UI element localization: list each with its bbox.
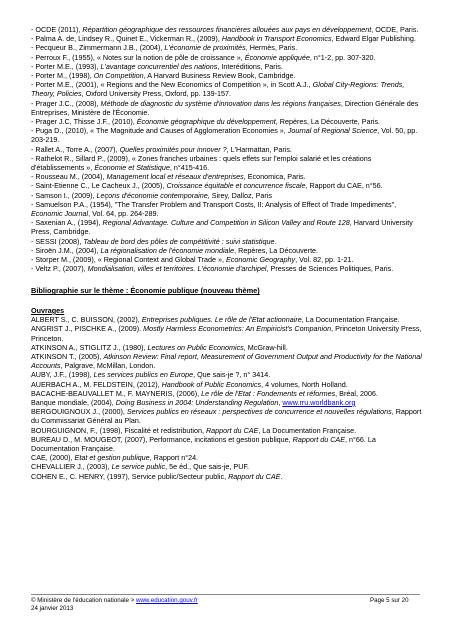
- reference-link[interactable]: www.rru.worldbank.org: [282, 397, 356, 407]
- reference-entry: BACACHE-BEAUVALLET M., F. MAYNERIS, (2006), Le rôle de l'Etat : Fondements et réformes, Bréal, 2006.: [31, 388, 378, 398]
- reference-entry: AUERBACH A., M. FELDSTEIN, (2012), Handbook of Public Economics, 4 volumes, North Holland.: [31, 379, 348, 389]
- reference-entry: ATKINSON A., STIGLITZ J., (1980), Lectures on Public Economics, McGraw-hill.: [31, 342, 288, 352]
- reference-entry: Banque mondiale, (2004), Doing Business in 2004: Understanding Regulation, www.rru.worldbank.org: [31, 397, 356, 407]
- footer-copyright: [31, 597, 198, 605]
- reference-entry: - Prager J.C., (2008), Méthode de diagnostic du système d'innovation dans les régions françaises, Direction Générale des Entreprises, Ministère de l'Économie.: [31, 98, 419, 117]
- reference-entry: - Rathelot R., Sillard P., (2009), « Zones franches urbaines : quels effets sur l'emploi salarié et les créations d'établissements », Économie et Statistique, n°415-416.: [31, 153, 372, 173]
- reference-entry: - Pecqueur B., Zimmermann J.B., (2004), L'économie de proximités, Hermès, Paris.: [31, 43, 298, 53]
- reference-entry: - Palma A. de, Lindsey R., Quinet E., Vickerman R., (2009), Handbook in Transport Economics, Edward Elgar Publishing.: [31, 34, 416, 44]
- reference-entry: - Porter M.E., (2001), « Regions and the New Economics of Competition », in Scott A.J., Global City-Regions: Trends, Theory, Policies, Oxford University Press, Oxford, pp. 139-157.: [31, 80, 405, 99]
- reference-entry: - Prager J.C, Thisse J.F., (2010), Économie géographique du développement, Repères, La Découverte, Paris.: [31, 117, 381, 127]
- reference-entry: - OCDE (2011), Répartition géographique des ressources financières allouées aux pays en développement, OCDE, Paris.: [31, 25, 419, 34]
- footer-date: 24 janvier 2013: [31, 605, 74, 612]
- reference-entry: - Saint-Etienne C., Le Cacheux J., (2005), Croissance équitable et concurrence fiscale, Rapport du CAE, n°56.: [31, 181, 383, 191]
- reference-entry: - Puga D., (2010), « The Magnitude and Causes of Agglomeration Economies », Journal of Regional Science, Vol. 50, pp. 203-219.: [31, 126, 418, 145]
- reference-entry: - Siroën J.M., (2004), La régionalisation de l'économie mondiale, Repères, La Découverte.: [31, 245, 319, 255]
- reference-entry: AUBY, J.F., (1998), Les services publics en Europe, Que sais-je ?, n° 3414.: [31, 370, 271, 380]
- reference-entry: - Rallet A., Torre A., (2007), Quelles proximités pour innover ?, L'Harmattan, Paris.: [31, 144, 292, 154]
- reference-entry: - Porter M.E., (1993), L'avantage concurrentiel des nations, Interéditions, Paris.: [31, 61, 283, 71]
- footer-page-number: Page 5 sur 20: [370, 597, 409, 604]
- reference-entry: COHEN E., C. HENRY, (1997), Service public/Secteur public, Rapport du CAE.: [31, 471, 283, 481]
- footer-divider: [31, 594, 420, 595]
- section-title: Bibliographie sur le thème : Économie publique (nouveau thème): [31, 286, 260, 296]
- reference-entry: ANGRIST J., PISCHKE A., (2009). Mostly Harmless Econometrics: An Empiricist's Companion, Princeton University Press, Princeton.: [31, 324, 422, 343]
- reference-entry: ALBERT S., C. BUISSON, (2002), Entreprises publiques. Le rôle de l'Etat actionnaire, La Documentation Française.: [31, 315, 400, 325]
- reference-entry: BERGOUIGNOUX J., (2000), Services publics en réseaux : perspectives de concurrence et nouvelles régulations, Rapport du Commissariat Général au Plan.: [31, 407, 422, 426]
- reference-entry: - Samson I., (2009), Leçons d'économie contemporaine, Sirey, Dalloz, Paris: [31, 190, 272, 200]
- reference-entry: CHEVALLIER J., (2003), Le service public, 5e éd., Que sais-je, PUF.: [31, 462, 249, 472]
- reference-entry: - Rousseau M., (2004), Management local et réseaux d'entreprises, Economica, Paris.: [31, 172, 306, 182]
- reference-entry: BOURGUIGNON, F., (1998), Fiscalité et redistribution, Rapport du CAE, La Documentation Française.: [31, 425, 357, 435]
- reference-entry: - Saxenian A., (1994), Regional Advantage. Culture and Competition in Silicon Valley and Route 128, Harvard University Press, Cambridge.: [31, 218, 413, 237]
- reference-entry: - Porter M., (1998), On Competition, A Harvard Business Review Book, Cambridge.: [31, 71, 296, 81]
- reference-entry: - Perroux F., (1955), « Notes sur la notion de pôle de croissance », Économie appliquée, n°1-2, pp. 307-320.: [31, 52, 376, 62]
- reference-entry: - Veltz P., (2007), Mondialisation, villes et territoires. L'économie d'archipel, Presses de Sciences Politiques, Paris.: [31, 264, 394, 274]
- reference-entry: CAE, (2000), Etat et gestion publique, Rapport n°24.: [31, 453, 199, 463]
- reference-entry: ATKINSON T., (2005), Atkinson Review: Final report, Measurement of Government Output and Productivity for the National Accounts, Palgrave, McMillan, London.: [31, 351, 422, 371]
- reference-entry: - SESSI (2008), Tableau de bord des pôles de compétitivité : suivi statistique.: [31, 236, 277, 246]
- subsection-title: Ouvrages: [31, 305, 65, 315]
- reference-entry: BUREAU D., M. MOUGEOT, (2007), Performance, incitations et gestion publique, Rapport du CAE, n°66. La Documentation Française.: [31, 434, 376, 453]
- footer-link[interactable]: www.education.gouv.fr: [135, 597, 198, 604]
- reference-entry: - Storper M., (2009), « Regional Context and Global Trade », Economic Geography, Vol. 82, pp. 1-21.: [31, 255, 354, 265]
- bibliography-content: [31, 25, 423, 481]
- reference-entry: - Samuelson P.A., (1954), "The Transfer Problem and Transport Costs, II: Analysis of Effect of Trade Impediments", Economic Journal, Vol. 64, pp. 264-289.: [31, 199, 397, 219]
- bibliography-list-continued: [31, 25, 423, 273]
- bibliography-list-ouvrages: [31, 315, 423, 481]
- footer-copyright-text: © Ministère de l'éducation nationale >: [31, 597, 136, 604]
